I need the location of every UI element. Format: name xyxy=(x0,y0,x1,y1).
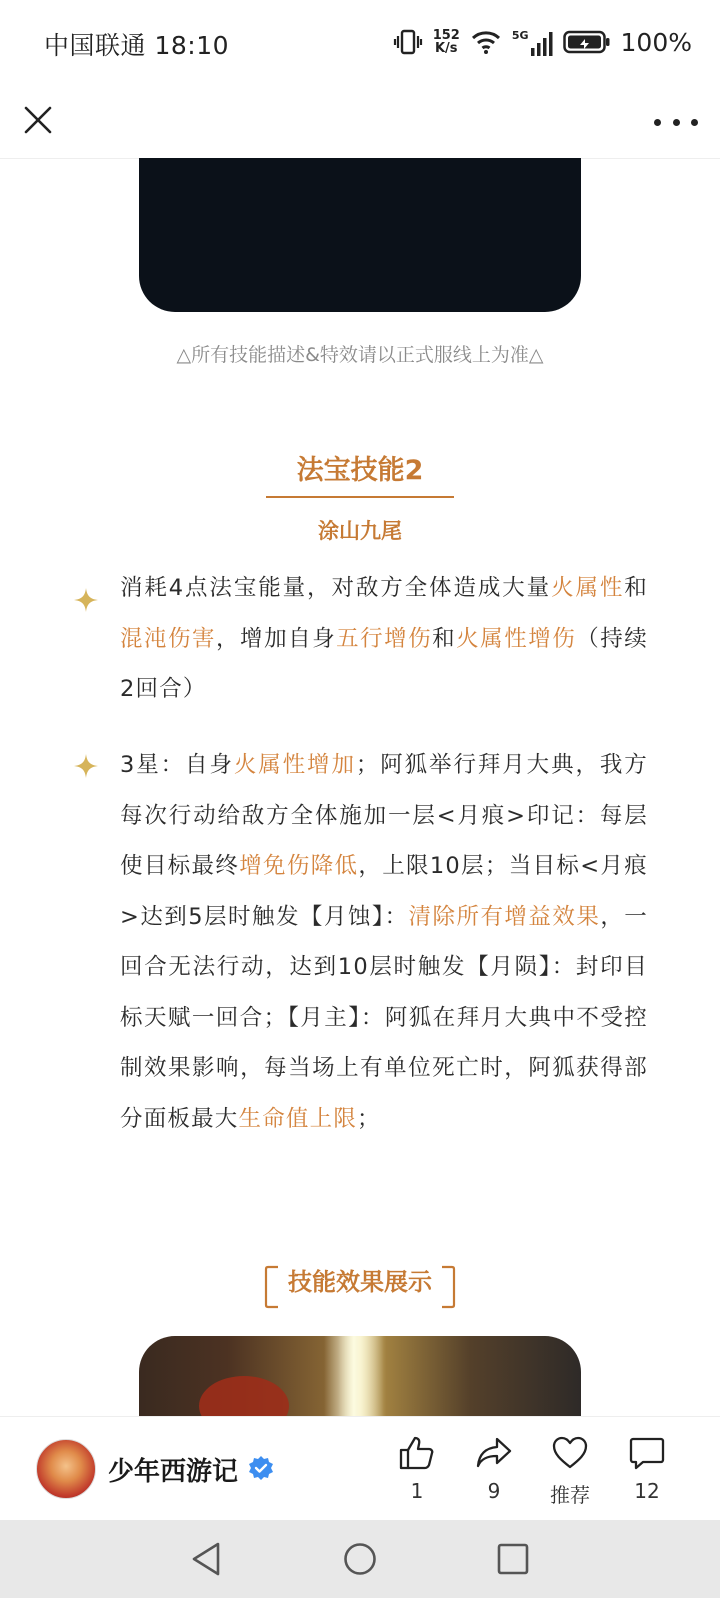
battery-percent: 100% xyxy=(620,27,692,57)
sparkle-bullet-icon xyxy=(74,588,98,612)
top-nav-bar xyxy=(0,84,720,159)
text-run: 和 xyxy=(624,575,648,601)
text-run: ；阿狐举行拜月大典，我方每次行动给敌方全体施加一层<月痕>印记：每层使目标最终 xyxy=(120,752,648,879)
text-run: （持续2回合） xyxy=(120,625,648,702)
skill-desc-paragraph-1 xyxy=(120,563,648,715)
signal-icon xyxy=(531,32,553,56)
share-count: 9 xyxy=(487,1479,501,1503)
text-run: ，增加自身 xyxy=(216,625,337,652)
like-count: 1 xyxy=(410,1479,424,1503)
bottom-action-bar xyxy=(0,1416,720,1521)
highlight-text: 增免伤降低 xyxy=(239,853,359,879)
text-run: 3星：自身 xyxy=(120,752,234,778)
highlight-text: 清除所有增益效果 xyxy=(408,903,601,930)
comment-bubble-icon xyxy=(628,1435,666,1471)
wifi-icon xyxy=(470,28,502,56)
recommend-button[interactable] xyxy=(540,1435,600,1508)
text-run: ； xyxy=(357,1105,381,1132)
highlight-text: 火属性 xyxy=(551,575,625,601)
skill-desc-paragraph-2 xyxy=(120,740,648,1144)
comment-count: 12 xyxy=(634,1479,660,1503)
back-triangle-icon[interactable] xyxy=(188,1540,224,1578)
comment-button[interactable] xyxy=(617,1435,677,1503)
vibrate-icon xyxy=(393,28,423,56)
more-dot-icon xyxy=(673,119,680,126)
more-options-button[interactable] xyxy=(654,102,698,142)
status-bar xyxy=(0,0,720,84)
highlight-text: 生命值上限 xyxy=(238,1105,358,1132)
home-circle-icon[interactable] xyxy=(342,1540,378,1578)
highlight-text: 火属性增加 xyxy=(233,752,356,778)
heart-icon xyxy=(551,1435,589,1471)
disclaimer-text: △所有技能描述&特效请以正式服线上为准△ xyxy=(176,344,544,366)
clock-time: 18:10 xyxy=(154,31,230,60)
network-speed xyxy=(433,29,460,55)
more-dot-icon xyxy=(691,119,698,126)
highlight-text: 混沌伤害 xyxy=(120,625,217,652)
account-avatar[interactable] xyxy=(36,1439,96,1499)
carrier-name: 中国联通 xyxy=(44,31,147,60)
signal-group xyxy=(512,29,553,56)
carrier-time xyxy=(44,26,229,62)
network-speed-value: 152 xyxy=(432,28,460,43)
preview-fire-glow xyxy=(199,1376,289,1416)
status-icons xyxy=(393,24,692,60)
thumbs-up-icon xyxy=(398,1435,436,1471)
network-speed-unit: K/s xyxy=(434,41,458,56)
recents-square-icon[interactable] xyxy=(496,1542,530,1576)
highlight-text: 火属性增伤 xyxy=(456,625,577,652)
sparkle-bullet-icon xyxy=(74,754,98,778)
text-run: ，一回合无法行动，达到10层时触发【月陨】：封印目标天赋一回合；【月主】：阿狐在拜月大典中不受控制效果影响，每当场上有单位死亡时，阿狐获得部分面板最大 xyxy=(120,903,648,1132)
system-nav-bar xyxy=(0,1520,720,1598)
effect-showcase-title: 技能效果展示 xyxy=(288,1268,432,1296)
network-type: 5G xyxy=(511,28,529,42)
share-button[interactable] xyxy=(464,1435,524,1503)
preview-light-beam xyxy=(324,1336,384,1416)
verified-badge-icon xyxy=(248,1455,274,1481)
highlight-text: 五行增伤 xyxy=(336,625,433,652)
battery-icon xyxy=(563,30,611,54)
section-subtitle: 涂山九尾 xyxy=(318,519,402,543)
effect-preview-image[interactable] xyxy=(139,1336,581,1416)
account-name[interactable]: 少年西游记 xyxy=(108,1457,239,1487)
close-button[interactable] xyxy=(18,100,58,140)
recommend-label: 推荐 xyxy=(550,1483,590,1507)
section-title: 法宝技能2 xyxy=(296,455,424,486)
share-arrow-icon xyxy=(475,1435,513,1471)
skill-video-frame[interactable] xyxy=(139,158,581,312)
text-run: 消耗4点法宝能量，对敌方全体造成大量 xyxy=(120,575,552,601)
more-dot-icon xyxy=(654,119,661,126)
title-underline xyxy=(266,496,454,498)
text-run: 和 xyxy=(432,625,457,652)
like-button[interactable] xyxy=(387,1435,447,1503)
text-run: ，上限10层；当目标<月痕>达到5层时触发【月蚀】： xyxy=(120,853,648,930)
close-icon xyxy=(18,100,58,140)
